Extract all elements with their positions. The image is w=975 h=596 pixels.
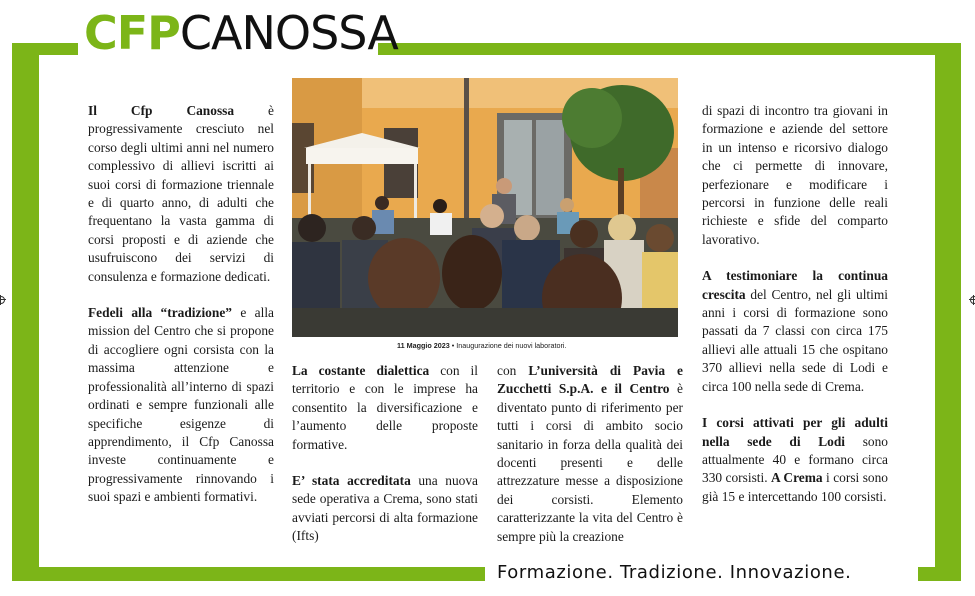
paragraph-pre: con bbox=[497, 363, 529, 378]
paragraph bbox=[292, 362, 478, 454]
frame-bottom-right-bar bbox=[918, 567, 961, 581]
frame-right-bar bbox=[935, 43, 961, 581]
paragraph bbox=[497, 362, 683, 546]
event-photo bbox=[292, 78, 678, 337]
paragraph-text: i corsi sono già 15 e intercettando 100 corsisti. bbox=[702, 470, 889, 504]
brand-cfp: CFP bbox=[84, 6, 180, 60]
paragraph bbox=[292, 472, 478, 546]
column-3 bbox=[497, 362, 683, 564]
registration-mark-right-icon bbox=[969, 295, 975, 305]
frame-top-right-bar bbox=[378, 43, 961, 55]
paragraph-lead: L’università di Pavia e Zucchetti S.p.A. e il Centro bbox=[497, 363, 683, 397]
paragraph bbox=[88, 102, 274, 286]
paragraph-text: è diventato punto di riferimento per tutti i corsi di ambito socio sanitario in forza della qualità dei docenti presenti e delle attrezzature messe a disposizione dei corsisti. Elemento caratterizzante la vita del Centro è sempre più la creazione bbox=[497, 381, 683, 544]
paragraph-text: del Centro, nel gli ultimi anni i corsi di formazione sono passati da 7 classi con circa 175 allievi alle attuali 15 che ospitano 370 allievi nella sede di Lodi e circa 100 nella sede di Crema. bbox=[702, 286, 888, 394]
motto: Formazione. Tradizione. Innovazione. bbox=[497, 562, 852, 583]
column-4 bbox=[702, 102, 888, 524]
column-1 bbox=[88, 102, 274, 525]
paragraph-lead: Fedeli alla “tradizione” bbox=[88, 305, 232, 321]
paragraph bbox=[702, 267, 888, 396]
paragraph-lead: La costante dialettica bbox=[292, 363, 430, 378]
paragraph-text: con il territorio e con le imprese ha consentito la diversificazione e l’aumento delle proposte formative. bbox=[292, 363, 478, 452]
paragraph-text: è progressivamente cresciuto nel corso degli ultimi anni nel numero complessivo di allievi iscritti ai suoi corsi di formazione triennale e di quarto anno, di adulti che frequentano la vasta gamma di corsi proposti e di aziende che usufruiscono dei servizi di consulenza e formazione dedicati. bbox=[88, 103, 274, 284]
frame-left-bar bbox=[12, 43, 39, 581]
paragraph bbox=[702, 414, 888, 506]
frame-bottom-bar bbox=[12, 567, 485, 581]
paragraph-lead: I corsi attivati per gli adulti nella sede di Lodi bbox=[702, 415, 888, 449]
brand-canossa: CANOSSA bbox=[179, 6, 398, 60]
paragraph bbox=[88, 304, 274, 506]
brand-title bbox=[84, 4, 398, 62]
column-2 bbox=[292, 362, 478, 564]
paragraph-text: sono attualmente 40 e formano circa 330 corsisti. bbox=[702, 433, 888, 486]
paragraph-lead: Il Cfp Canossa bbox=[88, 103, 235, 118]
registration-mark-left-icon bbox=[0, 295, 6, 305]
paragraph bbox=[702, 102, 888, 249]
paragraph-lead: E’ stata accreditata bbox=[292, 473, 411, 489]
paragraph-lead: A Crema bbox=[771, 470, 823, 486]
paragraph-text: e alla mission del Centro che si propone di accogliere ogni corsista con la massima attenzione e professionalità all’interno di spazi ordinati e sempre funzionali alle specifiche esigenze di apprendimento, il Cfp Canossa investe continuamente e progressivamente rinnovando i suoi spazi e ambienti formativi. bbox=[88, 305, 275, 505]
caption-text: • Inaugurazione dei nuovi laboratori. bbox=[449, 341, 567, 350]
paragraph-text: di spazi di incontro tra giovani in formazione e aziende del settore in un intenso e ricorsivo dialogo che ci permette di innovare, perfezionare e modificare i percorsi in funzione delle reali richieste e sfide del comparto lavorativo. bbox=[702, 103, 888, 247]
paragraph-text: una nuova sede operativa a Crema, sono stati avviati percorsi di alta formazione (Ifts) bbox=[292, 473, 478, 544]
photo-caption bbox=[397, 341, 677, 350]
caption-date: 11 Maggio 2023 bbox=[397, 341, 450, 350]
paragraph-lead: A testimoniare la continua crescita bbox=[702, 268, 888, 302]
